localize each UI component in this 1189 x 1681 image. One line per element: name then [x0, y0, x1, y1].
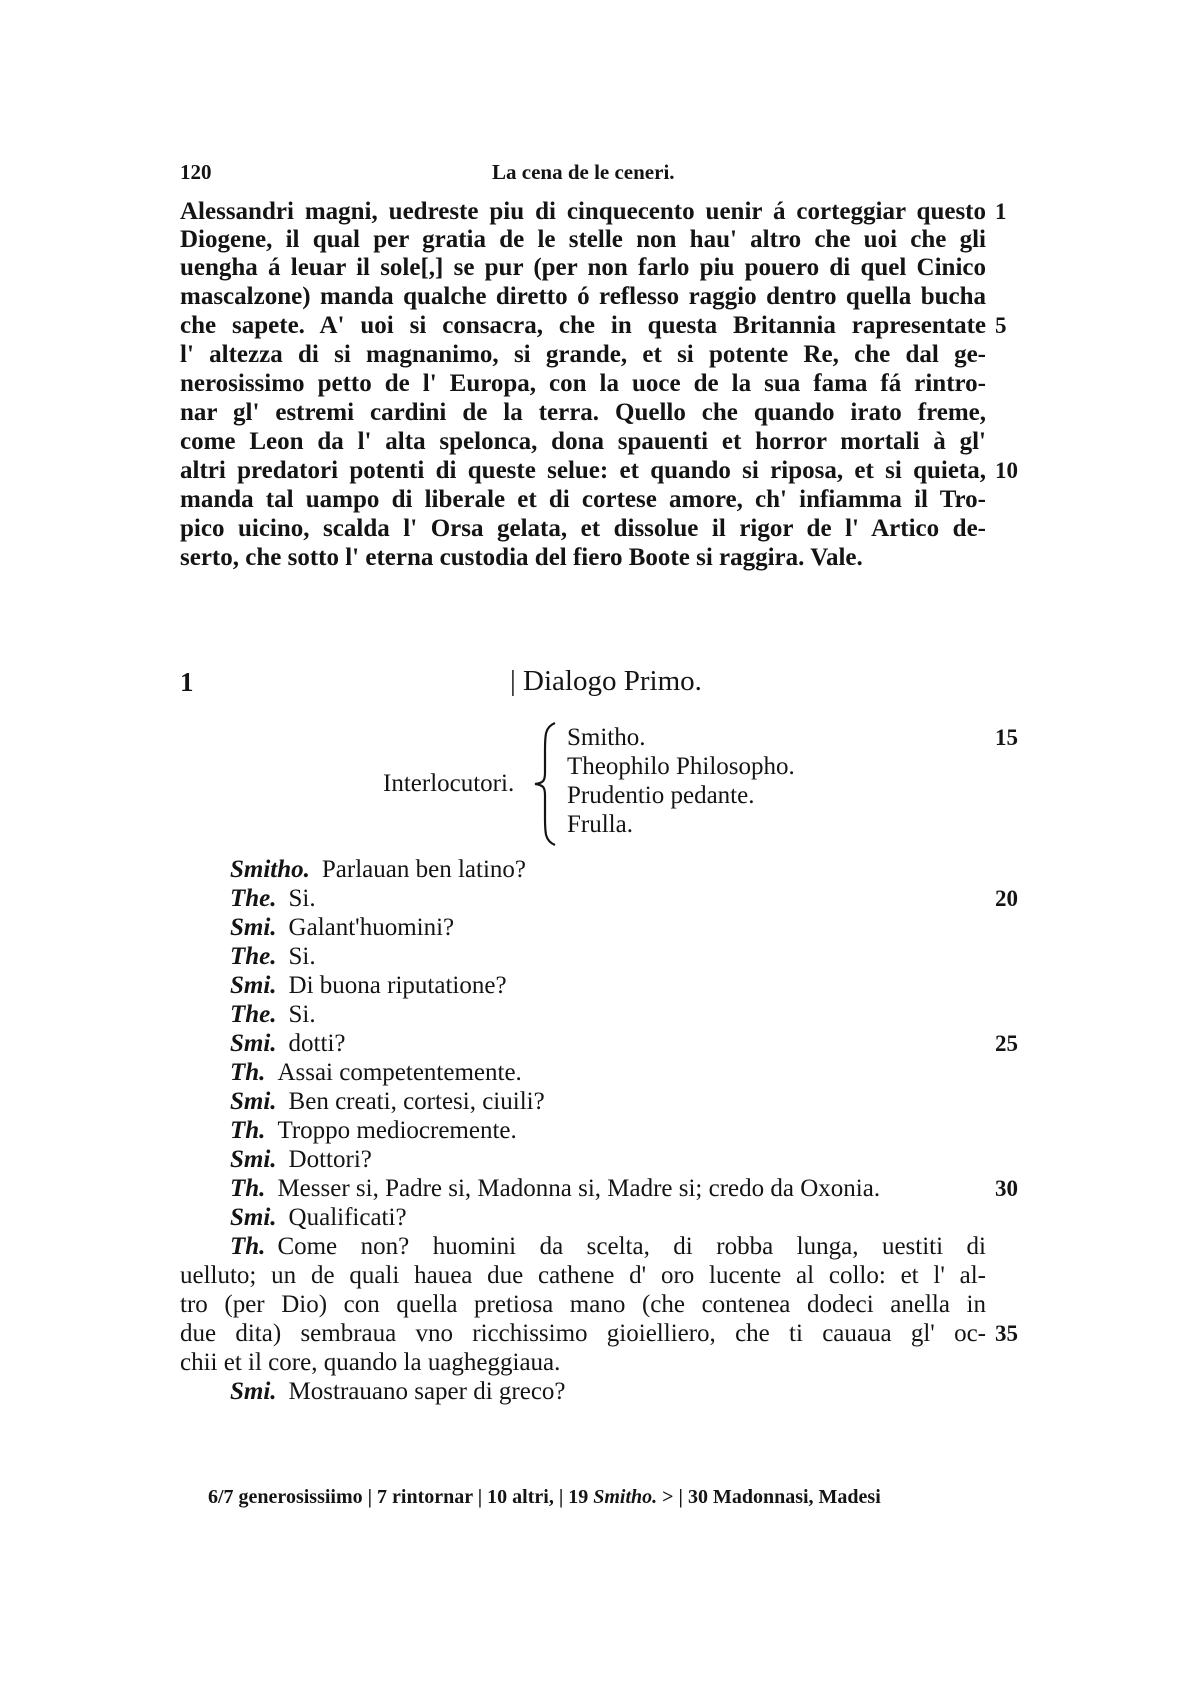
utterance: Si. — [288, 885, 316, 912]
utterance: Mostrauano saper di greco? — [288, 1378, 566, 1405]
dialogue-line — [230, 1232, 986, 1262]
text-line: uengha á leuar il sole[,] se pur (per non farlo piu pouero di quel Cinico — [180, 254, 986, 281]
text-line: nar gl' estremi cardini de la terra. Quello che quando irato freme, — [180, 399, 986, 426]
text-line: l' altezza di si magnanimo, si grande, et si potente Re, che dal ge- — [180, 341, 986, 368]
dialogue-line — [230, 1174, 880, 1204]
interlocutori-label: Interlocutori. — [383, 770, 515, 797]
text-line: mascalzone) manda qualche diretto ó reflesso raggio dentro quella bucha — [180, 283, 986, 310]
text-line: che sapete. A' uoi si consacra, che in questa Britannia rapresentate — [180, 312, 986, 339]
text-line: Alessandri magni, uedreste piu di cinquecento uenir á corteggiar questo — [180, 198, 986, 225]
apparatus-text: 6/7 generosissiimo | 7 rintornar | 10 altri, | 19 — [208, 1486, 594, 1508]
dialogue-line — [230, 1377, 566, 1407]
line-number: 10 — [995, 458, 1018, 483]
speaker: Th. — [230, 1059, 266, 1086]
text-line: nerosissimo petto de l' Europa, con la uoce de la sua fama fá rintro- — [180, 370, 986, 397]
utterance: Dottori? — [288, 1146, 372, 1173]
utterance: dotti? — [288, 1030, 346, 1057]
dialogue-line — [230, 971, 507, 1001]
text-line: altri predatori potenti di queste selue: et quando si riposa, et si quieta, — [180, 457, 986, 484]
dialogue-line — [230, 1000, 316, 1030]
line-number: 1 — [995, 199, 1007, 224]
text-line: due dita) sembraua vno ricchissimo gioielliero, che ti cauaua gl' oc- — [180, 1320, 986, 1347]
running-title: La cena de le ceneri. — [492, 160, 675, 184]
page-number: 120 — [180, 160, 212, 184]
dialogue-line — [230, 1058, 522, 1088]
dialogue-line — [230, 1145, 372, 1175]
speaker: Th. — [230, 1117, 266, 1144]
utterance: Assai competentemente. — [277, 1059, 522, 1086]
utterance: Qualificati? — [288, 1204, 407, 1231]
speaker: Th. — [230, 1233, 266, 1260]
interlocutor: Prudentio pedante. — [567, 782, 755, 809]
speaker: Smi. — [230, 1378, 277, 1405]
utterance: Parlauan ben latino? — [321, 856, 526, 883]
utterance: Si. — [288, 943, 316, 970]
dialogue-line — [230, 942, 316, 972]
apparatus-italic: Smitho. — [593, 1486, 658, 1508]
text-line: pico uicino, scalda l' Orsa gelata, et dissolue il rigor de l' Artico de- — [180, 515, 986, 542]
speaker: The. — [230, 885, 277, 912]
speaker: Th. — [230, 1175, 266, 1202]
utterance: Di buona riputatione? — [288, 972, 507, 999]
dialogue-line — [230, 1087, 545, 1117]
curly-brace-icon — [531, 721, 561, 847]
speaker: Smi. — [230, 1204, 277, 1231]
dialogue-line — [230, 855, 526, 885]
text-line: Diogene, il qual per gratia de le stelle non hau' altro che uoi che gli — [180, 226, 986, 253]
utterance: Ben creati, cortesi, ciuili? — [288, 1088, 545, 1115]
critical-apparatus — [208, 1486, 881, 1509]
line-number: 20 — [995, 886, 1018, 911]
utterance: Messer si, Padre si, Madonna si, Madre si; credo da Oxonia. — [277, 1175, 881, 1202]
line-number: 30 — [995, 1176, 1018, 1201]
line-number: 5 — [995, 313, 1007, 338]
dialogue-line — [230, 1029, 345, 1059]
line-number: 25 — [995, 1031, 1018, 1056]
text-line: manda tal uampo di liberale et di cortese amore, ch' infiamma il Tro- — [180, 486, 986, 513]
line-number: 15 — [995, 725, 1018, 750]
line-number: 35 — [995, 1321, 1018, 1346]
speaker: The. — [230, 1001, 277, 1028]
speaker: Smitho. — [230, 856, 310, 883]
interlocutor: Frulla. — [567, 811, 633, 838]
dialogue-line — [230, 1116, 517, 1146]
utterance: Troppo mediocremente. — [277, 1117, 517, 1144]
interlocutor: Theophilo Philosopho. — [567, 753, 795, 780]
text-line: chii et il core, quando la uagheggiaua. — [180, 1349, 561, 1376]
speaker: Smi. — [230, 972, 277, 999]
section-number: 1 — [180, 667, 194, 697]
text-line: tro (per Dio) con quella pretiosa mano (che contenea dodeci anella in — [180, 1291, 986, 1318]
speaker: Smi. — [230, 1146, 277, 1173]
utterance: Si. — [288, 1001, 316, 1028]
apparatus-text: > | 30 Madonnasi, Madesi — [657, 1486, 881, 1508]
speaker: Smi. — [230, 914, 277, 941]
speaker: Smi. — [230, 1088, 277, 1115]
utterance: Come non? huomini da scelta, di robba lunga, uestiti di — [277, 1233, 986, 1260]
section-title: | Dialogo Primo. — [510, 665, 702, 697]
dialogue-line — [230, 1203, 407, 1233]
utterance: Galant'huomini? — [288, 914, 455, 941]
speaker: Smi. — [230, 1030, 277, 1057]
dialogue-line — [230, 884, 316, 914]
text-line: serto, che sotto l' eterna custodia del fiero Boote si raggira. Vale. — [180, 544, 863, 571]
interlocutor: Smitho. — [567, 724, 646, 751]
dialogue-line — [230, 913, 454, 943]
speaker: The. — [230, 943, 277, 970]
text-line: uelluto; un de quali hauea due cathene d' oro lucente al collo: et l' al- — [180, 1262, 986, 1289]
text-line: come Leon da l' alta spelonca, dona spauenti et horror mortali à gl' — [180, 428, 986, 455]
